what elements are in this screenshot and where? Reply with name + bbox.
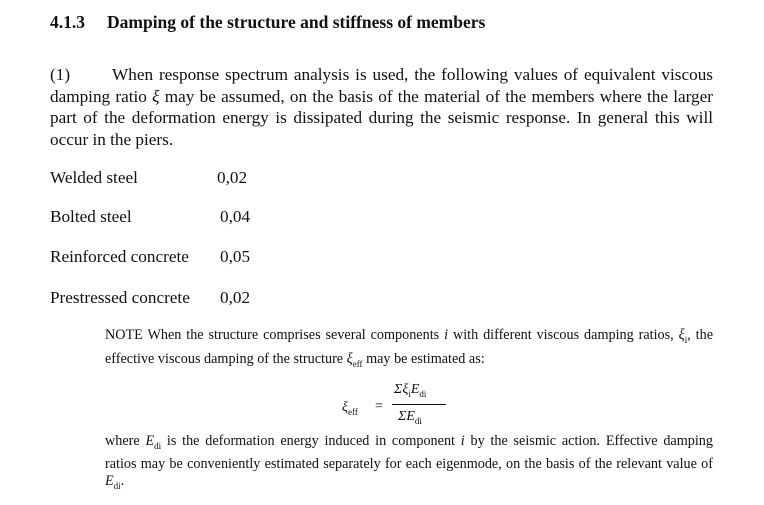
note-after-text-b: is the deformation energy induced in component: [161, 433, 461, 449]
formula-denominator-symbol: ΣE: [398, 409, 415, 424]
paragraph-1: [50, 64, 713, 150]
material-name: Prestressed concrete: [50, 288, 190, 307]
note-after-e: E: [145, 433, 155, 449]
formula-lhs: [342, 400, 358, 417]
material-value: 0,05: [220, 247, 251, 266]
note-after-text-c: by the seismic action. Effective damping ratios may be conveniently estimated separately for each eigenmode, on the basis of the relevant value of: [105, 433, 713, 472]
note-text-d: may be estimated as:: [362, 351, 485, 367]
formula-denominator-sub: di: [414, 416, 422, 426]
section-number: 4.1.3: [50, 12, 85, 32]
note-after-e2: E: [105, 473, 114, 489]
paragraph-text-a: When response spectrum analysis is used, the following values of equivalent viscous damping ratio: [50, 65, 713, 106]
formula-numerator-e: E: [410, 382, 420, 397]
paragraph-text-b: may be assumed, on the basis of the material of the members where the larger part of the deformation energy is dissipated during the seismic response. In general this will occur in the piers.: [50, 86, 713, 149]
paragraph-number: (1): [50, 65, 71, 84]
note-text-c: , the effective viscous damping of the structure: [105, 327, 713, 367]
material-value: 0,02: [220, 288, 251, 307]
formula-numerator-sub-i: i: [408, 389, 411, 399]
note-text-b: with different viscous damping ratios,: [448, 327, 679, 343]
note-i: i: [444, 327, 449, 343]
material-row: [50, 168, 248, 188]
note-after-text-a: where: [105, 433, 146, 449]
material-row: [50, 207, 251, 227]
fraction-bar: [392, 404, 446, 405]
note-explanation: [105, 433, 713, 496]
note-after-e2-sub: di: [113, 481, 121, 491]
section-heading: [50, 12, 485, 33]
formula-numerator-sub-di: di: [419, 389, 427, 399]
material-row: [50, 288, 251, 308]
formula-lhs-symbol: ξ: [342, 400, 348, 415]
note-after-text-d: .: [120, 473, 125, 489]
note-after-e-sub: di: [154, 441, 162, 451]
note-after-i: i: [460, 433, 465, 449]
material-name: Reinforced concrete: [50, 247, 189, 266]
note-text: [105, 326, 713, 374]
xi-symbol: ξ: [152, 86, 160, 106]
note-text-a: NOTE When the structure comprises several components: [105, 327, 445, 343]
formula-lhs-sub: eff: [348, 407, 358, 417]
formula-denominator: [398, 409, 422, 426]
note-xi-i: ξ: [678, 327, 685, 343]
section-title: Damping of the structure and stiffness of members: [107, 12, 486, 32]
material-value: 0,02: [217, 168, 248, 187]
effective-damping-formula: [342, 382, 452, 434]
note-xi-eff-sub: eff: [352, 359, 363, 369]
formula-numerator: [394, 382, 426, 399]
formula-numerator-symbol: Σξ: [394, 382, 409, 397]
material-value: 0,04: [220, 207, 251, 226]
note-xi-i-sub: i: [684, 335, 688, 345]
note-xi-eff: ξ: [346, 351, 353, 367]
material-name: Bolted steel: [50, 207, 132, 226]
formula-equals: =: [375, 399, 383, 414]
material-row: [50, 247, 251, 267]
material-name: Welded steel: [50, 168, 138, 187]
